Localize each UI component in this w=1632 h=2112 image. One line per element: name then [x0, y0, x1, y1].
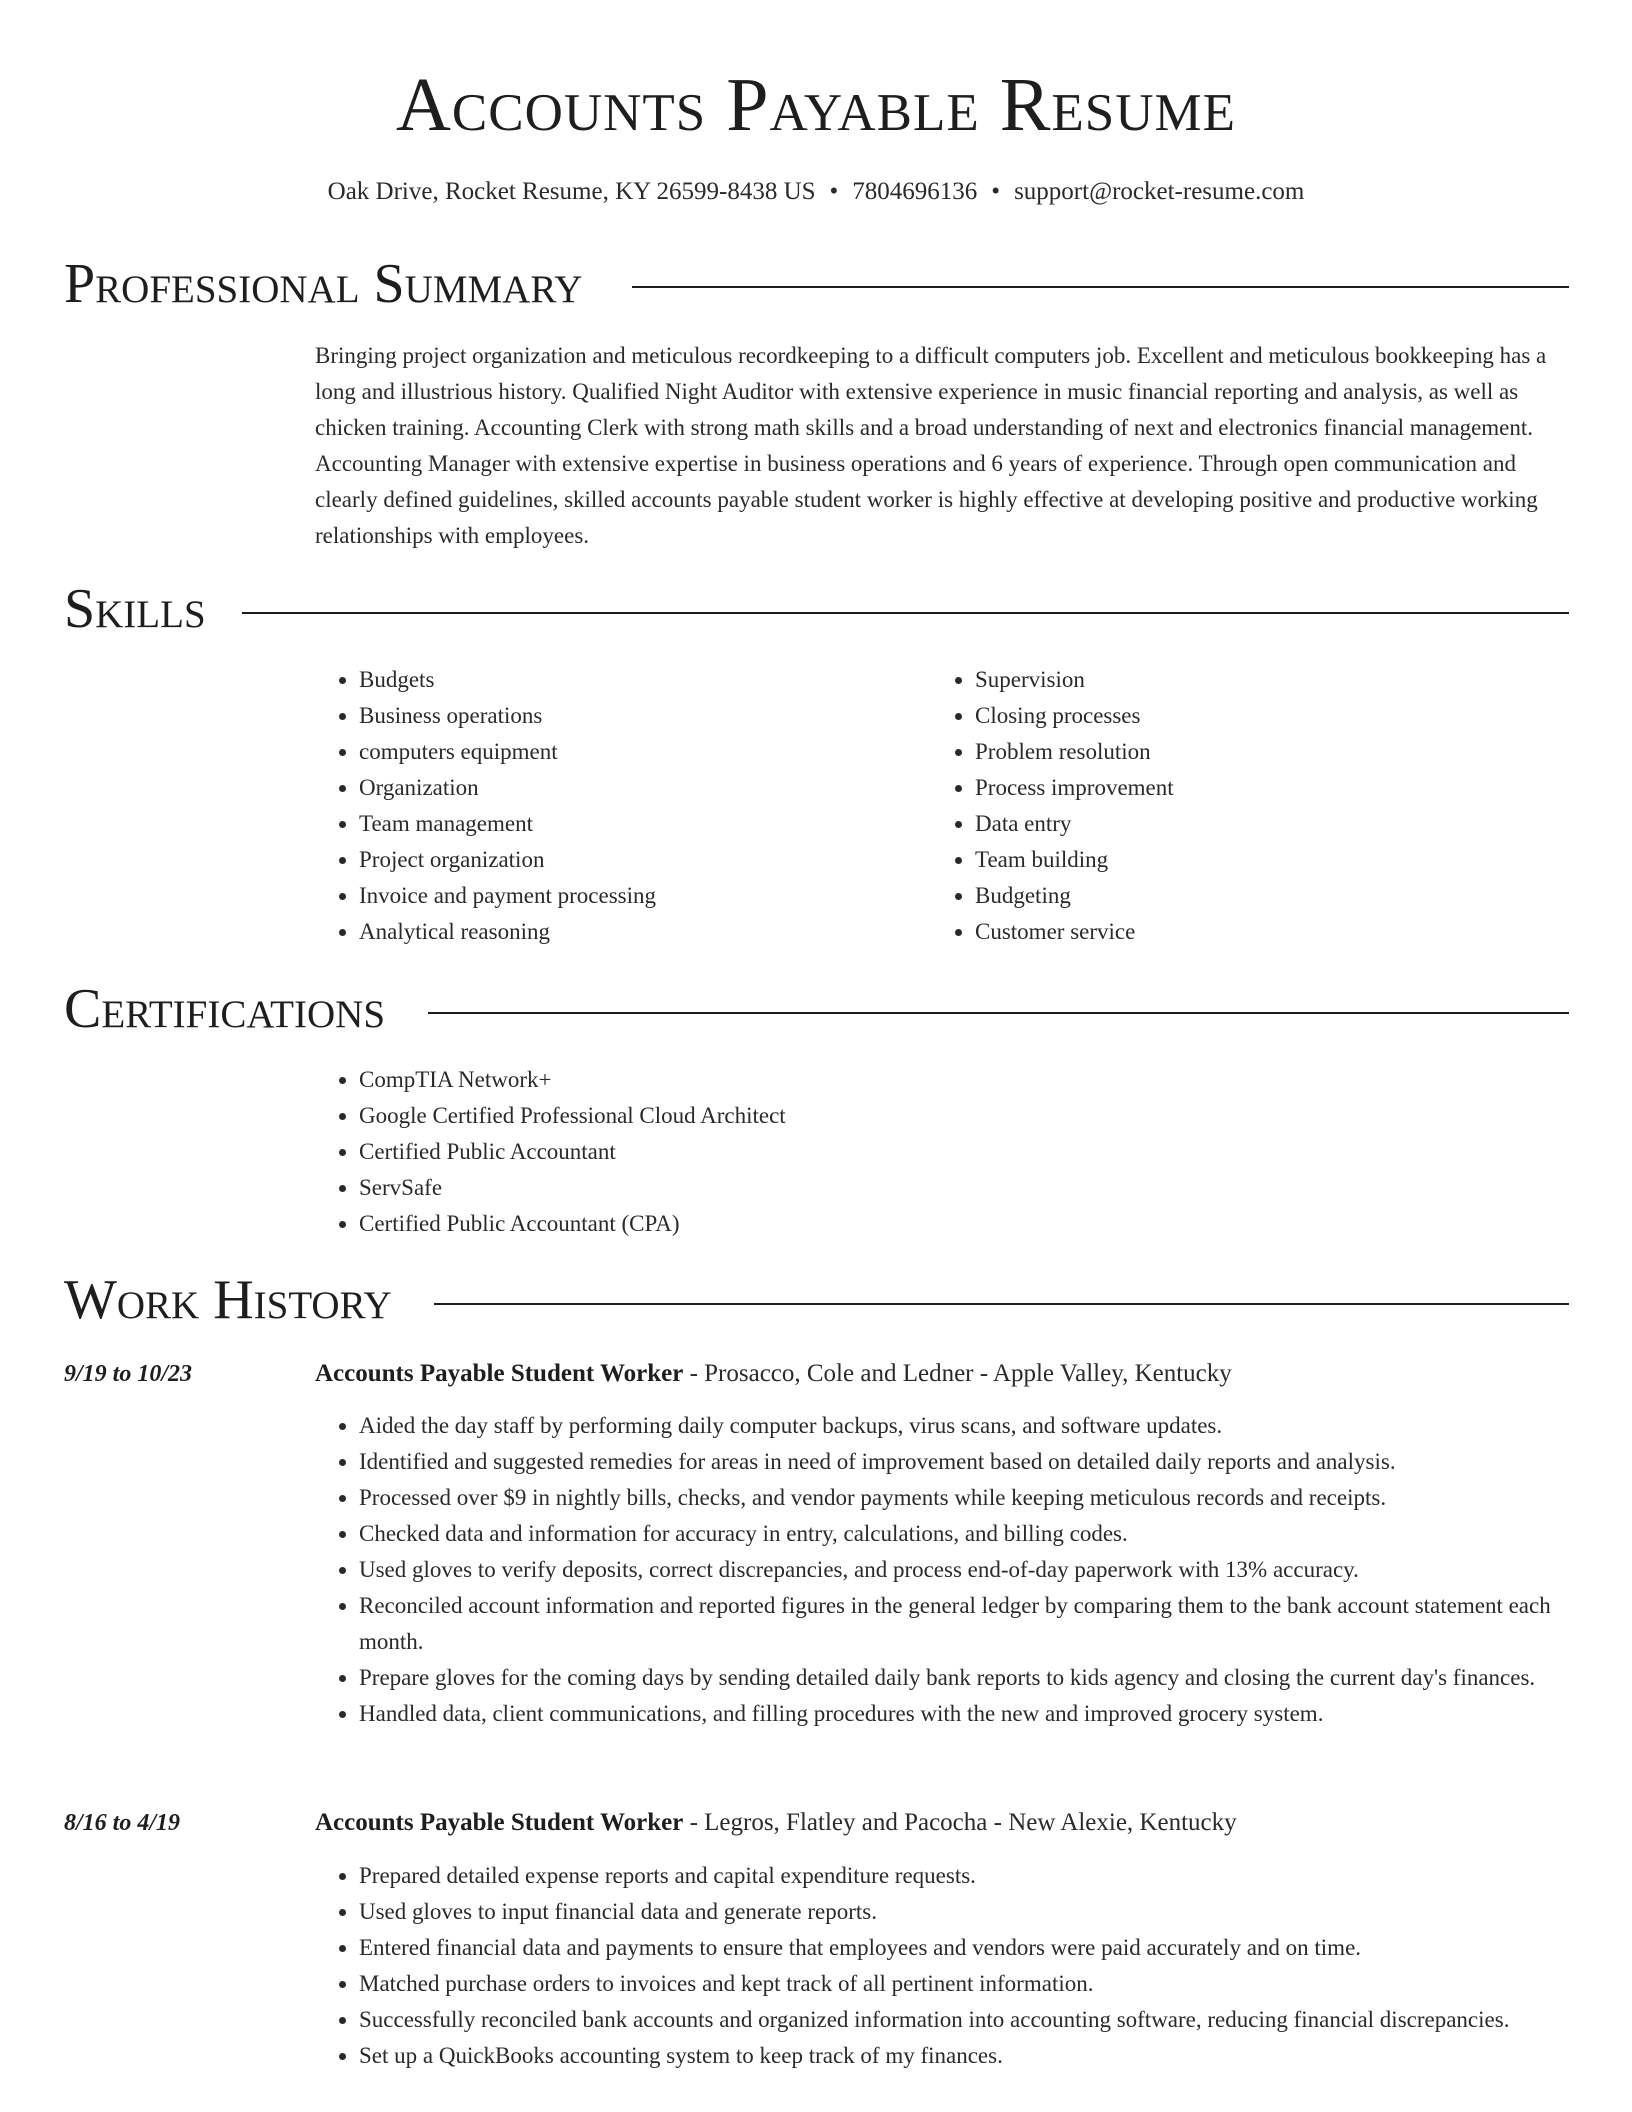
skill-item: • Project organization	[359, 842, 919, 878]
resume-title: Accounts Payable Resume	[395, 63, 1237, 147]
job-bullet: • Set up a QuickBooks accounting system to keep track of my finances.	[359, 2038, 1609, 2074]
section-title-summary: Professional Summary	[64, 253, 583, 315]
job-bullet: • Matched purchase orders to invoices and kept track of all pertinent information.	[359, 1966, 1609, 2002]
job-bullet: • Used gloves to input financial data and generate reports.	[359, 1894, 1609, 1930]
job-bullet: • Used gloves to verify deposits, correct discrepancies, and process end-of-day paperwork with 13% accuracy.	[359, 1552, 1609, 1588]
skill-item: • Invoice and payment processing	[359, 878, 919, 914]
section-divider	[428, 1012, 1569, 1014]
job-title: Accounts Payable Student Worker	[315, 1360, 684, 1387]
contact-separator: •	[829, 178, 839, 205]
certification-item: • Certified Public Accountant	[359, 1134, 1559, 1170]
job-bullet: • Prepare gloves for the coming days by sending detailed daily bank reports to kids agency and closing the current day's finances.	[359, 1660, 1609, 1696]
skills-list-left	[315, 662, 919, 950]
skill-item: • Customer service	[975, 914, 1575, 950]
certification-item: • ServSafe	[359, 1170, 1559, 1206]
skill-item: • Analytical reasoning	[359, 914, 919, 950]
section-divider	[632, 286, 1569, 288]
skill-item: • Closing processes	[975, 698, 1575, 734]
job-responsibilities	[315, 1858, 1609, 2074]
skill-item: • Budgets	[359, 662, 919, 698]
contact-separator: •	[991, 178, 1001, 205]
skill-item: • Business operations	[359, 698, 919, 734]
skill-item: • Process improvement	[975, 770, 1575, 806]
job-bullet: • Successfully reconciled bank accounts and organized information into accounting software, reducing financial discrepancies.	[359, 2002, 1609, 2038]
certifications-list	[315, 1062, 1559, 1242]
skill-item: • Budgeting	[975, 878, 1575, 914]
job-bullet: • Checked data and information for accuracy in entry, calculations, and billing codes.	[359, 1516, 1609, 1552]
job-bullet: • Entered financial data and payments to ensure that employees and vendors were paid accurately and on time.	[359, 1930, 1609, 1966]
summary-text: Bringing project organization and meticulous recordkeeping to a difficult computers job. Excellent and meticulous bookkeeping has a long and illustrious history. Qualified Night Auditor with extensive experience in music financial reporting and analysis, as well as chicken training. Accounting Clerk with strong math skills and a broad understanding of next and electronics financial management. Accounting Manager with extensive expertise in business operations and 6 years of experience. Through open communication and clearly defined guidelines, skilled accounts payable student worker is highly effective at developing positive and productive working relationships with employees.	[315, 343, 1547, 548]
skill-item: • computers equipment	[359, 734, 919, 770]
section-title-work-history: Work History	[64, 1269, 392, 1331]
skill-item: • Team management	[359, 806, 919, 842]
skill-item: • Problem resolution	[975, 734, 1575, 770]
section-title-skills: Skills	[64, 578, 206, 640]
job-bullet: • Handled data, client communications, and filling procedures with the new and improved grocery system.	[359, 1696, 1609, 1732]
job-bullet: • Identified and suggested remedies for areas in need of improvement based on detailed daily reports and analysis.	[359, 1444, 1609, 1480]
job-title: Accounts Payable Student Worker	[315, 1809, 684, 1836]
certification-item: • Certified Public Accountant (CPA)	[359, 1206, 1559, 1242]
section-divider	[242, 612, 1569, 614]
skill-item: • Organization	[359, 770, 919, 806]
job-bullet: • Prepared detailed expense reports and capital expenditure requests.	[359, 1858, 1609, 1894]
skill-item: • Team building	[975, 842, 1575, 878]
skills-list-right	[931, 662, 1575, 950]
job-responsibilities	[315, 1408, 1609, 1732]
job-heading	[315, 1358, 1232, 1390]
section-divider	[434, 1303, 1569, 1305]
job-employer: - Legros, Flatley and Pacocha - New Alexie, Kentucky	[683, 1809, 1237, 1836]
contact-email: support@rocket-resume.com	[1014, 178, 1305, 205]
job-dates: 9/19 to 10/23	[64, 1361, 193, 1387]
job-dates: 8/16 to 4/19	[64, 1810, 181, 1836]
contact-address: Oak Drive, Rocket Resume, KY 26599-8438 US	[327, 178, 816, 205]
job-bullet: • Reconciled account information and reported figures in the general ledger by comparing them to the bank account statement each month.	[359, 1588, 1609, 1660]
contact-phone: 7804696136	[852, 178, 978, 205]
contact-line	[0, 176, 1632, 208]
job-bullet: • Aided the day staff by performing daily computer backups, virus scans, and software updates.	[359, 1408, 1609, 1444]
section-title-certifications: Certifications	[64, 978, 386, 1040]
skill-item: • Data entry	[975, 806, 1575, 842]
job-heading	[315, 1807, 1237, 1839]
certification-item: • Google Certified Professional Cloud Architect	[359, 1098, 1559, 1134]
certification-item: • CompTIA Network+	[359, 1062, 1559, 1098]
skill-item: • Supervision	[975, 662, 1575, 698]
job-employer: - Prosacco, Cole and Ledner - Apple Valley, Kentucky	[683, 1360, 1232, 1387]
job-bullet: • Processed over $9 in nightly bills, checks, and vendor payments while keeping meticulous records and receipts.	[359, 1480, 1609, 1516]
